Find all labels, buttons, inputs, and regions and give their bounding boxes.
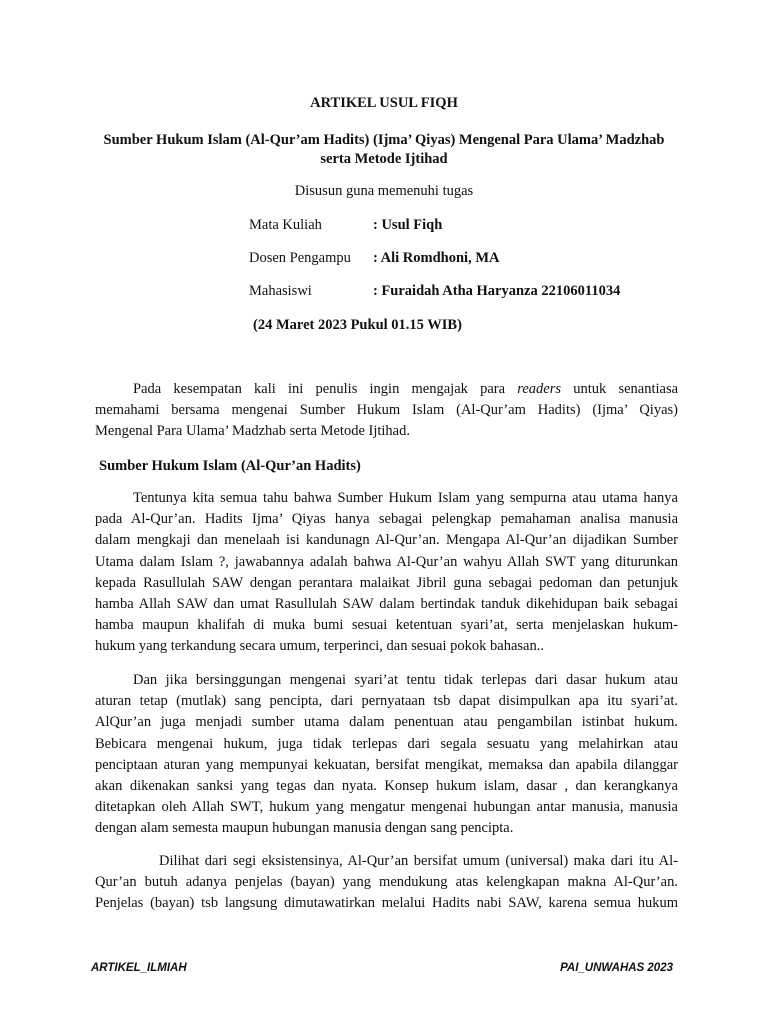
intro-line: Mengenal Para Ulama’ Madzhab serta Metode Ijtihad. bbox=[95, 423, 410, 440]
paragraph-3 bbox=[95, 851, 678, 915]
paragraph-1 bbox=[95, 488, 678, 658]
intro-text-pre: Pada kesempatan kali ini penulis ingin mengajak para bbox=[133, 381, 506, 397]
paragraph-line: hukum yang terkandung secara umum, terperinci, dan sesuai pokok bahasan.. bbox=[95, 638, 544, 655]
paragraph-line: hamba Allah SAW dan umat Rasullulah SAW dalam bertindak tanduk dikehidupan baik sebagai bbox=[95, 596, 678, 613]
paragraph-line: Penjelas (bayan) tsb langsung dimutawatirkan melalui Hadits nabi SAW, karena semua hukum bbox=[95, 895, 678, 912]
document-title: ARTIKEL USUL FIQH bbox=[310, 95, 458, 111]
student-label: Mahasiswi bbox=[249, 283, 312, 299]
paragraph-line: Tentunya kita semua tahu bahwa Sumber Hukum Islam yang sempurna atau utama hanya bbox=[133, 490, 678, 506]
paragraph-line: AlQur’an juga menjadi sumber utama dalam penentuan atau pengambilan istinbat hukum. bbox=[95, 714, 678, 731]
intro-text-post: untuk senantiasa bbox=[573, 381, 679, 397]
section-heading: Sumber Hukum Islam (Al-Qur’an Hadits) bbox=[99, 458, 361, 474]
paragraph-line: kepada Rasullulah SAW dengan perantara malaikat Jibril guna sebagai pedoman dan petunjuk bbox=[95, 574, 678, 591]
course-label: Mata Kuliah bbox=[249, 217, 322, 233]
paragraph-line: dalam mengkaji dan menelaah isi kandunagn Al-Qur’an. Mengapa Al-Qur’an dijadikan Sumber bbox=[95, 532, 678, 549]
paragraph-line: Qur’an butuh adanya penjelas (bayan) yang mendukung atas kelengkapan makna Al-Qur’an. bbox=[95, 874, 678, 891]
subtitle-line-2: serta Metode Ijtihad bbox=[320, 151, 448, 167]
lecturer-value: : Ali Romdhoni, MA bbox=[373, 250, 500, 266]
footer-left: ARTIKEL_ILMIAH bbox=[91, 962, 187, 974]
intro-line: memahami bersama mengenai Sumber Hukum Islam (Al-Qur’am Hadits) (Ijma’ Qiyas) bbox=[95, 402, 678, 419]
paragraph-line: penciptaan aturan yang mempunyai kekuatan, bersifat mengikat, memaksa dan apabila dilanggar bbox=[95, 756, 678, 773]
intro-italic-word: readers bbox=[517, 381, 562, 397]
date-line: (24 Maret 2023 Pukul 01.15 WIB) bbox=[253, 317, 462, 333]
paragraph-line: hamba maupun khalifah di muka bumi sesuai ketentuan syari’at, serta menjelaskan hukum- bbox=[95, 617, 678, 634]
purpose-text: Disusun guna memenuhi tugas bbox=[294, 183, 474, 199]
intro-paragraph bbox=[95, 379, 678, 443]
paragraph-line: aturan tetap (mutlak) sang pencipta, dari pernyataan tsb dapat disimpulkan apa itu syari’at. bbox=[95, 693, 678, 710]
footer-right: PAI_UNWAHAS 2023 bbox=[560, 962, 673, 974]
student-value: : Furaidah Atha Haryanza 22106011034 bbox=[373, 283, 621, 299]
paragraph-line: akan dikenakan sanksi yang tegas dan nyata. Konsep hukum islam, dasar , dan kerangkanya bbox=[95, 778, 678, 795]
intro-line bbox=[95, 379, 678, 400]
paragraph-line: pada Al-Qur’an. Hadits Ijma’ Qiyas hanya sebagai pelengkap pemahaman analisa manusia bbox=[95, 511, 678, 528]
lecturer-label: Dosen Pengampu bbox=[249, 250, 351, 266]
paragraph-line: Dilihat dari segi eksistensinya, Al-Qur’an bersifat umum (universal) maka dari itu Al- bbox=[159, 853, 678, 869]
paragraph-line: dengan alam semesta maupun hubungan manusia dengan sang pencipta. bbox=[95, 820, 514, 837]
subtitle-line-1: Sumber Hukum Islam (Al-Qur’am Hadits) (Ijma’ Qiyas) Mengenal Para Ulama’ Madzhab bbox=[103, 132, 665, 148]
paragraph-line: Bebicara mengenai hukum, juga tidak terlepas dari segala sesuatu yang melahirkan atau bbox=[95, 735, 678, 752]
paragraph-line: ditetapkan oleh Allah SWT, hukum yang mengatur mengenai hubungan antar manusia, manusia bbox=[95, 799, 678, 816]
paragraph-2 bbox=[95, 670, 678, 840]
course-value: : Usul Fiqh bbox=[373, 217, 443, 233]
paragraph-line: Dan jika bersinggungan mengenai syari’at tentu tidak terlepas dari dasar hukum atau bbox=[133, 672, 678, 688]
paragraph-line: Utama dalam Islam ?, jawabannya adalah bahwa Al-Qur’an wahyu Allah SWT yang diturunkan bbox=[95, 553, 678, 570]
